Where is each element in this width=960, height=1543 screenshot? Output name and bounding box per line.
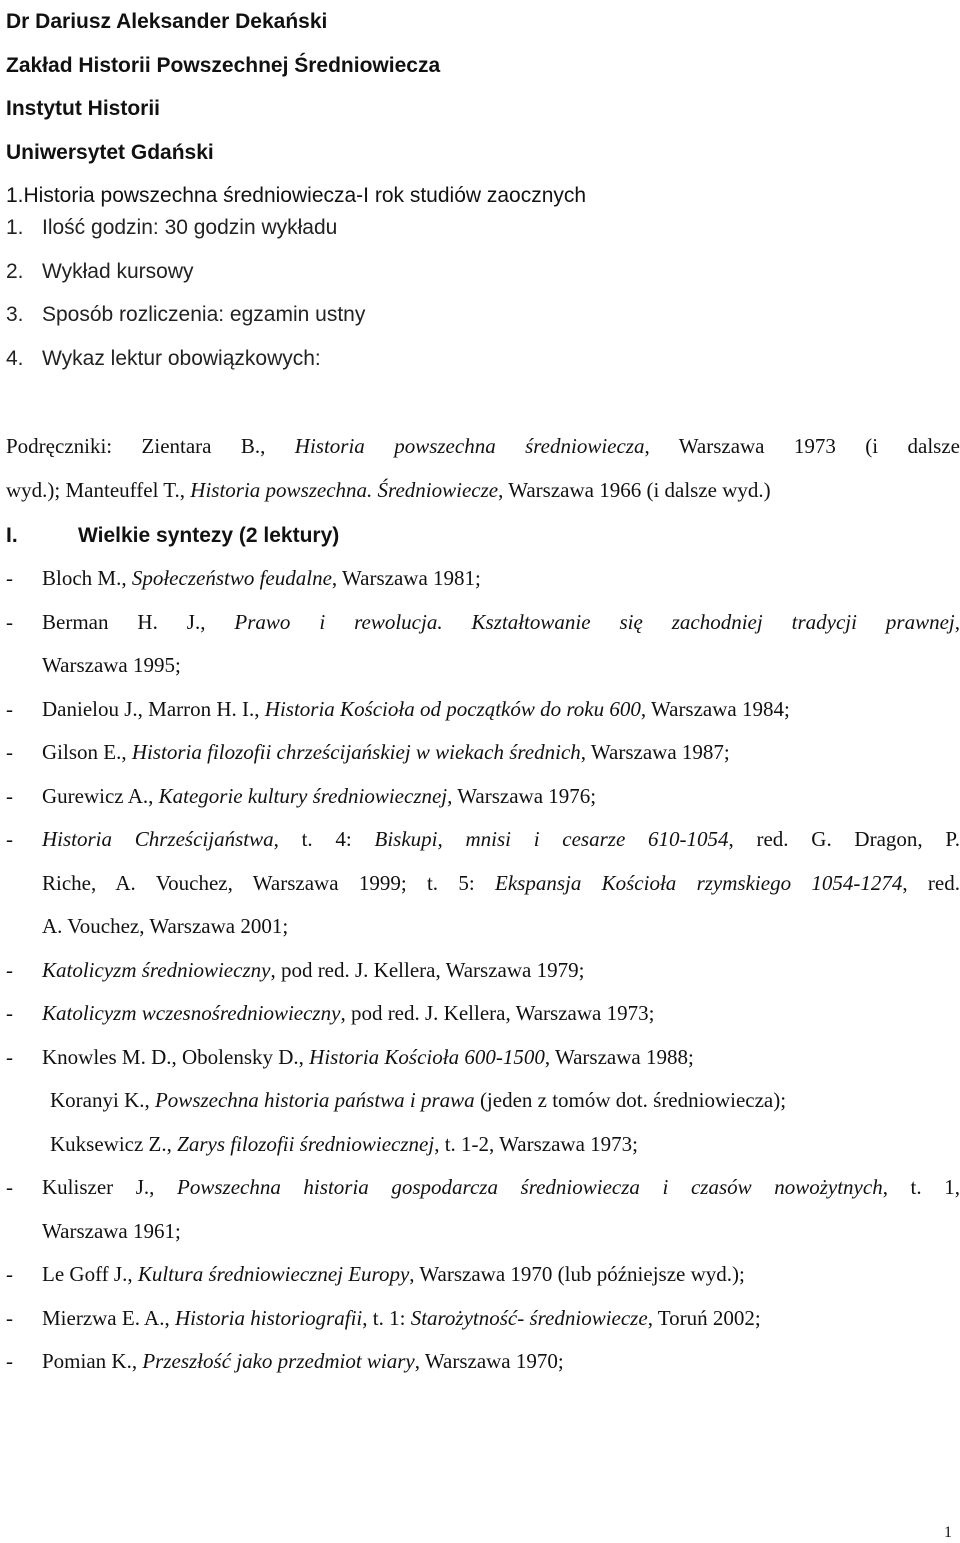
textbooks-paragraph	[6, 425, 960, 512]
list-item: 1. Ilość godzin: 30 godzin wykładu	[6, 216, 338, 239]
section-heading: I. Wielkie syntezy (2 lektury)	[6, 524, 340, 547]
list-item: - Katolicyzm średniowieczny, pod red. J. Kellera, Warszawa 1979;	[6, 957, 585, 982]
list-item: - Gilson E., Historia filozofii chrześcijańskiej w wiekach średnich, Warszawa 1987;	[6, 740, 730, 764]
textbooks-line-2: wyd.); Manteuffel T., Historia powszechna. Średniowiecze, Warszawa 1966 (i dalsze wyd.)	[6, 477, 771, 502]
list-item: 3. Sposób rozliczenia: egzamin ustny	[6, 303, 366, 326]
author-name: Dr Dariusz Aleksander Dekański	[6, 10, 328, 33]
institute-name: Instytut Historii	[6, 97, 161, 120]
list-item: - Gurewicz A., Kategorie kultury średniowiecznej, Warszawa 1976;	[6, 783, 597, 808]
textbooks-line-1: Podręczniki: Zientara B., Historia powszechna średniowiecza, Warszawa 1973 (i dalsze	[6, 434, 960, 458]
list-item: - Katolicyzm wczesnośredniowieczny, pod red. J. Kellera, Warszawa 1973;	[6, 1001, 655, 1025]
list-item: Kuksewicz Z., Zarys filozofii średniowiecznej, t. 1-2, Warszawa 1973;	[50, 1131, 638, 1156]
list-item: Koranyi K., Powszechna historia państwa i prawa (jeden z tomów dot. średniowiecza);	[50, 1088, 787, 1112]
author-header	[6, 0, 586, 218]
list-item: - Mierzwa E. A., Historia historiografii, t. 1: Starożytność- średniowiecze, Toruń 2002;	[6, 1305, 761, 1330]
course-info-list	[6, 206, 365, 380]
list-item: - Kuliszer J., Powszechna historia gospodarcza średniowiecza i czasów nowożytnych, t. 1, Warszawa 1961;	[6, 1175, 960, 1243]
university-name: Uniwersytet Gdański	[6, 140, 214, 164]
list-item: 4. Wykaz lektur obowiązkowych:	[6, 346, 321, 370]
list-item: - Le Goff J., Kultura średniowiecznej Europy, Warszawa 1970 (lub późniejsze wyd.);	[6, 1262, 745, 1286]
list-item: - Historia Chrześcijaństwa, t. 4: Biskupi, mnisi i cesarze 610-1054, red. G. Dragon, P. Riche, A. Vouchez, Warszawa 1999; t. 5: Ekspansja Kościoła rzymskiego 1054-1274, red. A. Vouchez, Warszawa 2001;	[6, 827, 960, 938]
list-item: - Knowles M. D., Obolensky D., Historia Kościoła 600-1500, Warszawa 1988;	[6, 1044, 694, 1069]
course-title: 1.Historia powszechna średniowiecza-I rok studiów zaocznych	[6, 184, 587, 207]
list-item: - Berman H. J., Prawo i rewolucja. Kształtowanie się zachodniej tradycji prawnej, Warszawa 1995;	[6, 609, 960, 677]
bibliography-list	[6, 557, 960, 1384]
list-item: - Pomian K., Przeszłość jako przedmiot wiary, Warszawa 1970;	[6, 1349, 564, 1373]
list-item: - Bloch M., Społeczeństwo feudalne, Warszawa 1981;	[6, 566, 481, 590]
list-item: 2. Wykład kursowy	[6, 259, 194, 283]
department-name: Zakład Historii Powszechnej Średniowiecza	[6, 53, 441, 77]
page-number: 1	[944, 1524, 952, 1541]
list-item: - Danielou J., Marron H. I., Historia Kościoła od początków do roku 600, Warszawa 1984;	[6, 696, 790, 721]
